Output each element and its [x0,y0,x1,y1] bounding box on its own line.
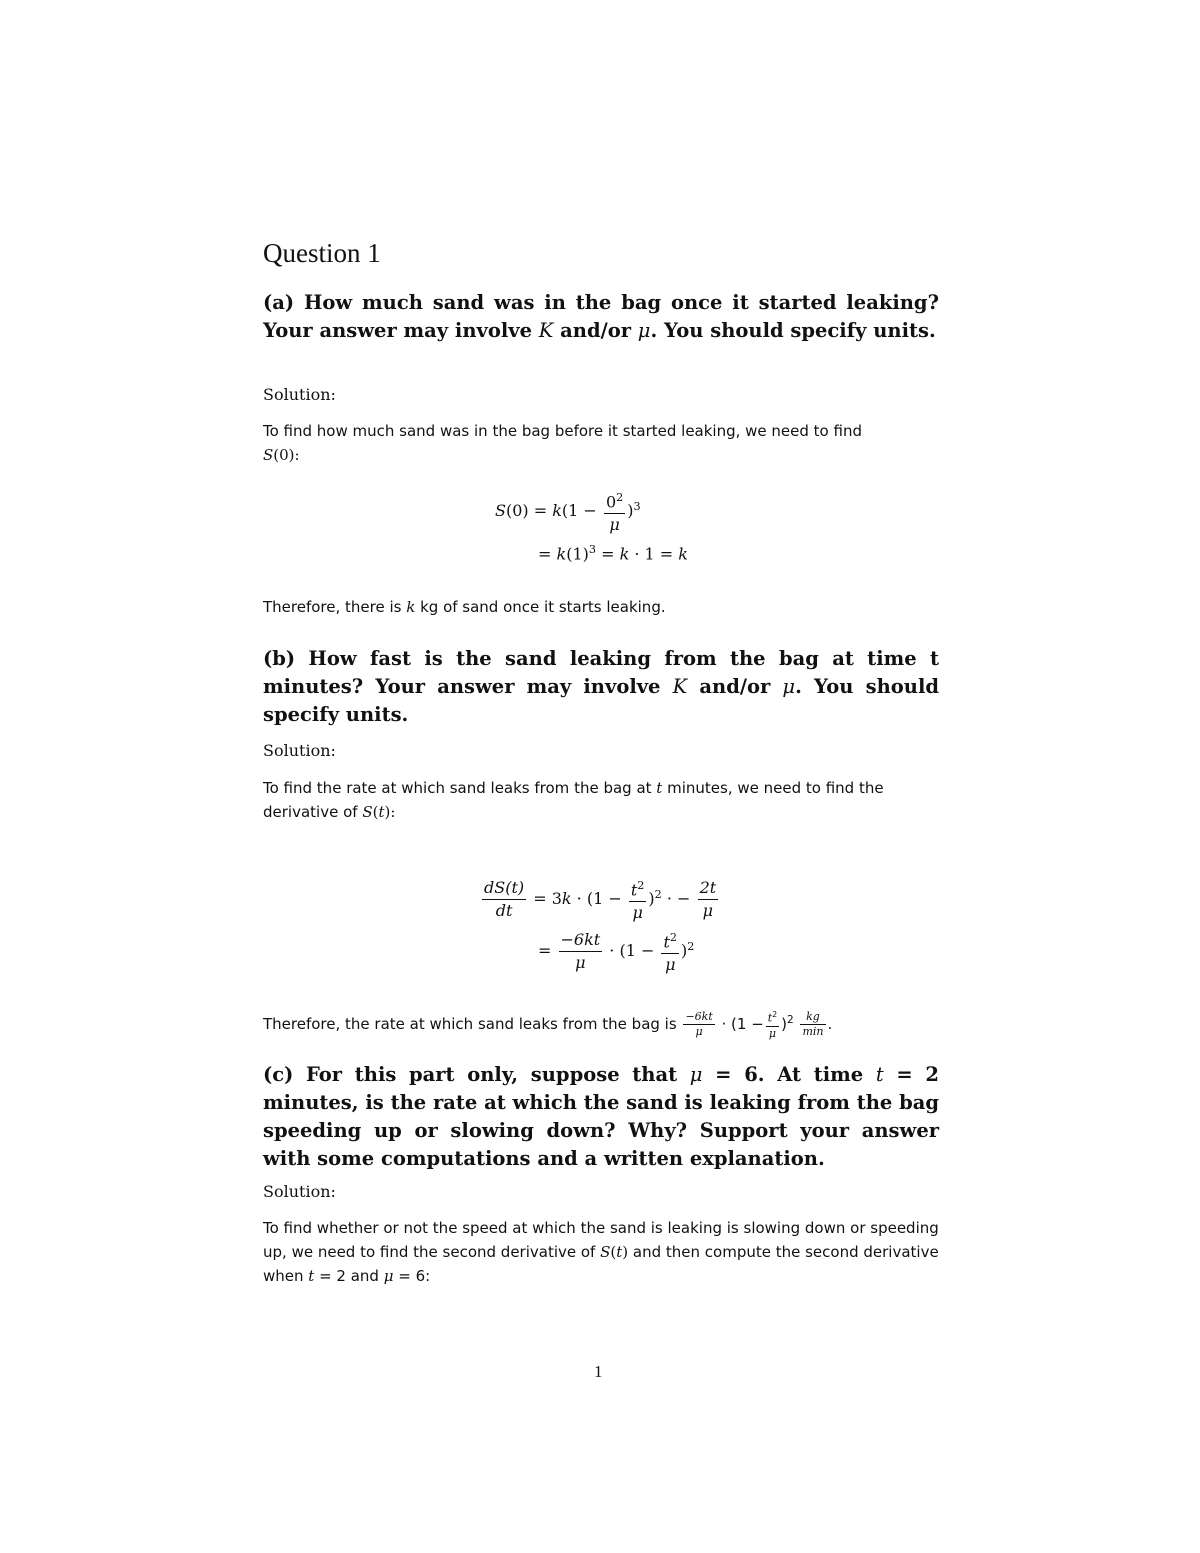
question-b: (b) How fast is the sand leaking from the bag at time t minutes? Your answer may involve K and/or μ. You should specify units. [263,647,939,726]
fraction-2t-over-mu: $\frac{2t}{\mu}$ [699,878,717,921]
question-a: (a) How much sand was in the bag once it started leaking? Your answer may involve K and/or μ. You should specify units. [263,291,939,342]
equation-a-line2: = $k(1)^3 = k \cdot 1 = k$ [538,543,688,564]
intro-a: To find how much sand was in the bag before it started leaking, we need to find S(0): [263,422,862,464]
equation-b-line2: = $\frac{-6kt}{\mu}$ · (1 − $\frac{t^2}{\mu}$ )$^2$ [538,928,694,975]
page-title: Question 1 [263,238,381,268]
solution-label-a: Solution: [263,385,336,404]
fraction-neg6kt-over-mu: $\frac{-6kt}{\mu}$ [560,930,601,973]
question-c: (c) For this part only, suppose that μ = 6. At time t = 2 minutes, is the rate at which the sand is leaking from the bag speeding up or slowing down? Why? Support your answer with some computations and a written explanation. [263,1063,939,1170]
fraction-t2-mu-small: $\frac{t^2}{\mu}$ [767,1010,778,1040]
equation-a-line1: S(0) = k(1 − $\frac{0^2}{\mu}$ )$^3$ [495,488,641,535]
fraction-t2-over-mu-2: $\frac{t^2}{\mu}$ [661,928,679,975]
intro-c: To find whether or not the speed at which the sand is leaking is slowing down or speeding up, we need to find the second derivative of S(t) and then compute the second derivative when t = 2 and μ = 6: [263,1219,939,1285]
conclusion-a: Therefore, there is k kg of sand once it starts leaking. [263,598,666,616]
fraction-0sq-over-mu: $\frac{0^2}{\mu}$ [604,488,625,535]
page-number: 1 [594,1362,603,1381]
intro-b: To find the rate at which sand leaks from the bag at t minutes, we need to find the derivative of S(t): [263,779,884,821]
conclusion-b: Therefore, the rate at which sand leaks from the bag is $\frac{-6kt}{\mu}$ · (1 − $\frac{t^2}{\mu}$ )$^2$ $\frac{kg}{\min}$ . [263,1010,833,1040]
fraction-dS-dt: $\frac{dS(t)}{dt}$ [484,878,525,921]
fraction-kg-per-min: $\frac{kg}{\min}$ [802,1010,824,1038]
equation-b-line1: $\frac{dS(t)}{dt}$ = 3k · (1 − $\frac{t^2}{\mu}$ )$^2$ · − $\frac{2t}{\mu}$ [480,876,720,923]
fraction-t2-over-mu: $\frac{t^2}{\mu}$ [629,876,647,923]
solution-label-b: Solution: [263,741,336,760]
fraction-rate-small: $\frac{-6kt}{\mu}$ [685,1010,713,1038]
solution-label-c: Solution: [263,1182,336,1201]
